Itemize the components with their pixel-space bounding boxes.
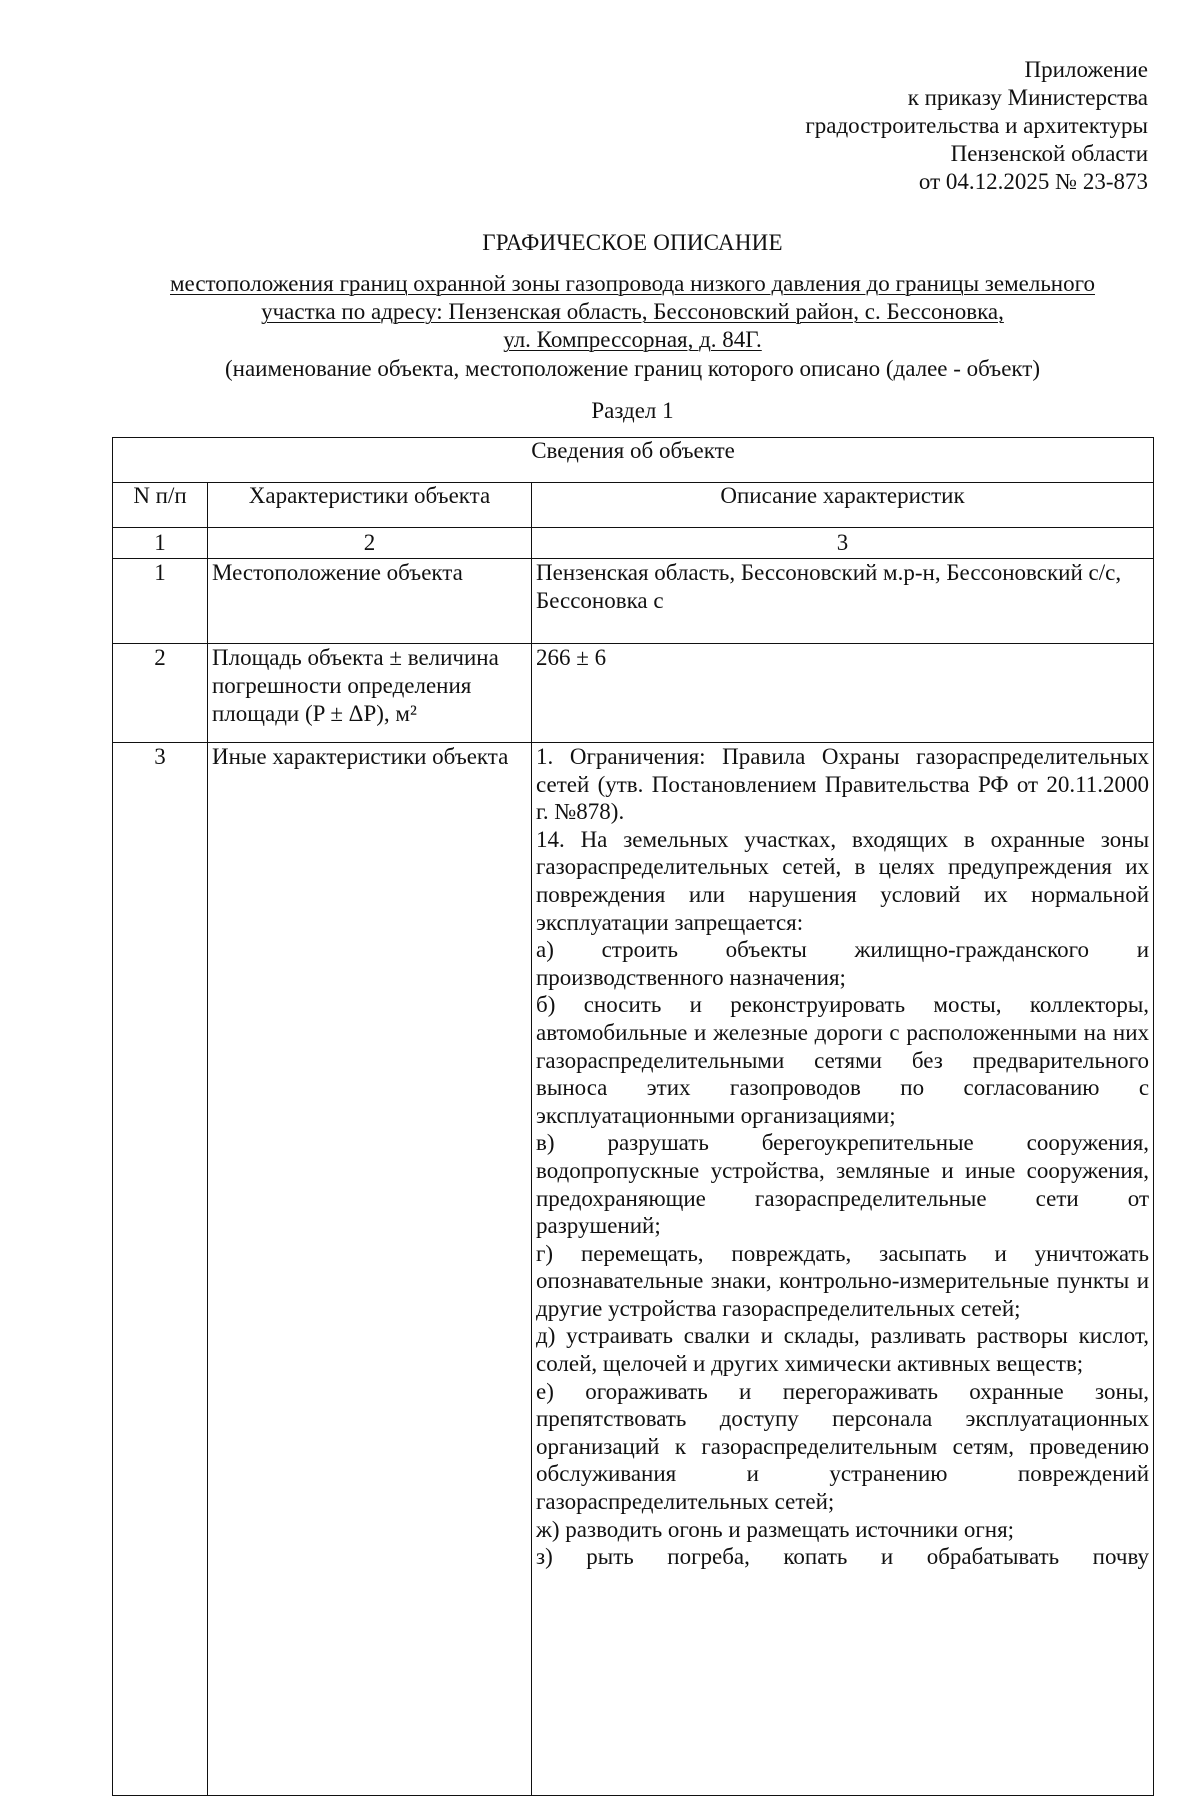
row-number: 1 <box>113 559 208 644</box>
restriction-paragraph: в) разрушать берегоукрепительные сооружения, водопропускные устройства, земляные и иные сооружения, предохраняющие газораспределительные сети от разрушений; <box>536 1130 1150 1239</box>
table-row <box>113 559 1154 644</box>
appendix-line: градостроительства и архитектуры <box>805 113 1148 138</box>
row-characteristic: Местоположение объекта <box>208 559 532 644</box>
table-header-row <box>113 483 1154 528</box>
header-description: Описание характеристик <box>532 483 1154 528</box>
table-title-row <box>113 438 1154 483</box>
row-characteristic: Площадь объекта ± величина погрешности определения площади (P ± ΔP), м² <box>208 644 532 743</box>
table-title: Сведения об объекте <box>113 438 1154 483</box>
restriction-paragraph: 14. На земельных участках, входящих в охранные зоны газораспределительных сетей, в целях предупреждения их повреждения или нарушения условий их нормальной эксплуатации запрещается: <box>536 826 1150 935</box>
section-heading: Раздел 1 <box>591 398 674 423</box>
column-number-row <box>113 528 1154 559</box>
subject-line: участка по адресу: Пензенская область, Бессоновский район, с. Бессоновка, <box>261 299 1004 324</box>
restriction-paragraph: б) сносить и реконструировать мосты, коллекторы, автомобильные и железные дороги с расположенными на них газораспределительными сетями без предварительного выноса этих газопроводов по согласованию с эксплуатационными организациями; <box>536 992 1150 1128</box>
appendix-line: Пензенской области <box>950 141 1148 166</box>
column-number: 3 <box>532 528 1154 559</box>
restriction-paragraph: д) устраивать свалки и склады, разливать растворы кислот, солей, щелочей и других химически активных веществ; <box>536 1323 1150 1377</box>
restriction-paragraph: ж) разводить огонь и размещать источники огня; <box>536 1516 1015 1542</box>
row-description: 266 ± 6 <box>532 644 1154 743</box>
restriction-paragraph: е) огораживать и перегораживать охранные зоны, препятствовать доступу персонала эксплуатационных организаций к газораспределительным сетям, проведению обслуживания и устранению повреждений газораспределительных сетей; <box>536 1378 1150 1515</box>
appendix-block <box>588 56 1148 196</box>
row-description <box>532 743 1154 1796</box>
header-characteristic: Характеристики объекта <box>208 483 532 528</box>
object-info-table <box>112 437 1154 1796</box>
restriction-paragraph: г) перемещать, повреждать, засыпать и уничтожать опознавательные знаки, контрольно-измерительные пункты и другие устройства газораспределительных сетей; <box>536 1240 1150 1321</box>
appendix-line: Приложение <box>1024 57 1148 82</box>
appendix-line: к приказу Министерства <box>907 85 1148 110</box>
column-number: 2 <box>208 528 532 559</box>
appendix-line: от 04.12.2025 № 23-873 <box>918 169 1148 194</box>
restriction-paragraph: 1. Ограничения: Правила Охраны газораспределительных сетей (утв. Постановлением Правительства РФ от 20.11.2000 г. №878). <box>536 744 1150 825</box>
row-characteristic: Иные характеристики объекта <box>208 743 532 1796</box>
column-number: 1 <box>113 528 208 559</box>
subject-line: ул. Компрессорная, д. 84Г. <box>503 327 762 352</box>
restriction-paragraph: а) строить объекты жилищно-гражданского и производственного назначения; <box>536 937 1150 990</box>
subject-caption: (наименование объекта, местоположение границ которого описано (далее - объект) <box>224 356 1040 381</box>
restriction-paragraph: з) рыть погреба, копать и обрабатывать почву <box>536 1544 1150 1570</box>
document-title: ГРАФИЧЕСКОЕ ОПИСАНИЕ <box>482 230 783 255</box>
subject-line: местоположения границ охранной зоны газопровода низкого давления до границы земельного <box>170 271 1095 296</box>
row-description: Пензенская область, Бессоновский м.р-н, Бессоновский с/с, Бессоновка с <box>532 559 1154 644</box>
object-subject <box>60 270 1200 354</box>
row-number: 3 <box>113 743 208 1796</box>
header-num: N п/п <box>113 483 208 528</box>
table-row <box>113 743 1154 1796</box>
table-row <box>113 644 1154 743</box>
row-number: 2 <box>113 644 208 743</box>
